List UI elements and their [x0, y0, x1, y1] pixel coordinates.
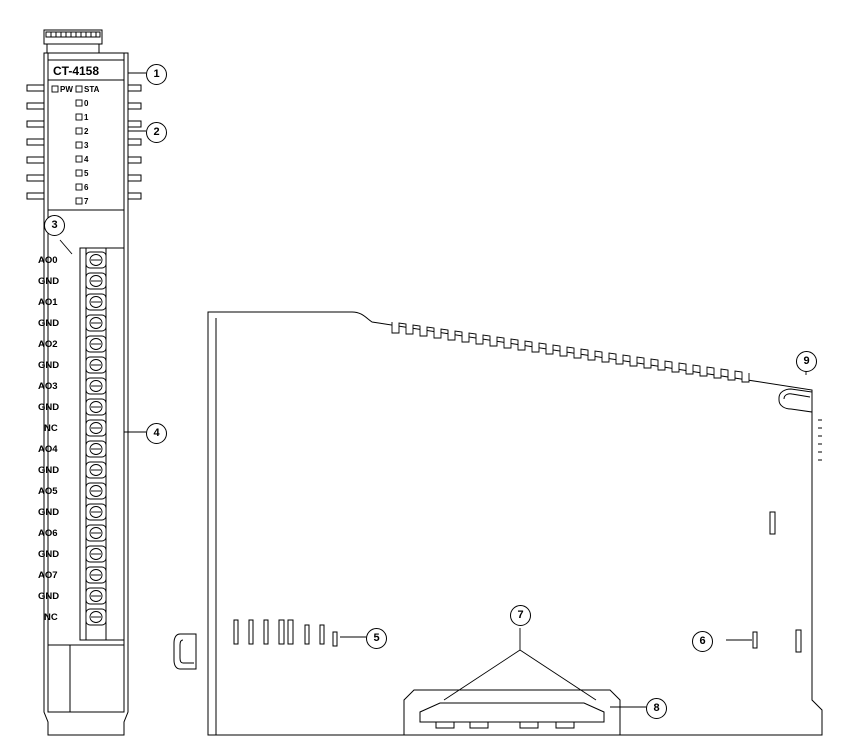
led-label-pw: PW	[60, 85, 73, 94]
module-top-cap	[44, 30, 102, 53]
callout-2[interactable]: 2	[146, 122, 167, 143]
module-right-fins	[128, 85, 141, 199]
module-left-fins	[27, 85, 44, 199]
callout-7[interactable]: 7	[510, 605, 531, 626]
led-label-sta: STA	[84, 85, 100, 94]
led-label-ch3: 3	[84, 141, 89, 150]
terminal-label-8: NC	[44, 423, 58, 434]
led-label-ch4: 4	[84, 155, 89, 164]
terminal-label-14: GND	[38, 549, 60, 560]
led-label-ch2: 2	[84, 127, 89, 136]
module-bottom-foot	[48, 645, 124, 712]
terminal-label-15: AO7	[38, 570, 58, 581]
callout-9[interactable]: 9	[796, 351, 817, 372]
callout-4[interactable]: 4	[146, 423, 167, 444]
terminal-label-6: AO3	[38, 381, 58, 392]
terminal-label-9: AO4	[38, 444, 58, 455]
terminal-label-5: GND	[38, 360, 60, 371]
side-view-handle	[174, 634, 196, 669]
terminal-label-4: AO2	[38, 339, 58, 350]
terminal-label-12: GND	[38, 507, 60, 518]
din-rail-clip	[404, 690, 620, 735]
terminal-label-16: GND	[38, 591, 60, 602]
terminal-label-3: GND	[38, 318, 60, 329]
callout-1[interactable]: 1	[146, 64, 167, 85]
terminal-label-11: AO5	[38, 486, 58, 497]
callout-3[interactable]: 3	[44, 215, 65, 236]
led-label-ch0: 0	[84, 99, 89, 108]
led-label-ch7: 7	[84, 197, 89, 206]
callout-5[interactable]: 5	[366, 628, 387, 649]
callout-6[interactable]: 6	[692, 631, 713, 652]
terminal-label-7: GND	[38, 402, 60, 413]
terminal-label-10: GND	[38, 465, 60, 476]
terminal-label-2: AO1	[38, 297, 58, 308]
terminal-label-1: GND	[38, 276, 60, 287]
module-model-label: CT-4158	[53, 64, 100, 78]
led-label-ch5: 5	[84, 169, 89, 178]
terminal-label-17: NC	[44, 612, 58, 623]
callout-8[interactable]: 8	[646, 698, 667, 719]
led-label-ch1: 1	[84, 113, 89, 122]
terminal-label-0: AO0	[38, 255, 58, 266]
led-label-ch6: 6	[84, 183, 89, 192]
terminal-label-13: AO6	[38, 528, 58, 539]
